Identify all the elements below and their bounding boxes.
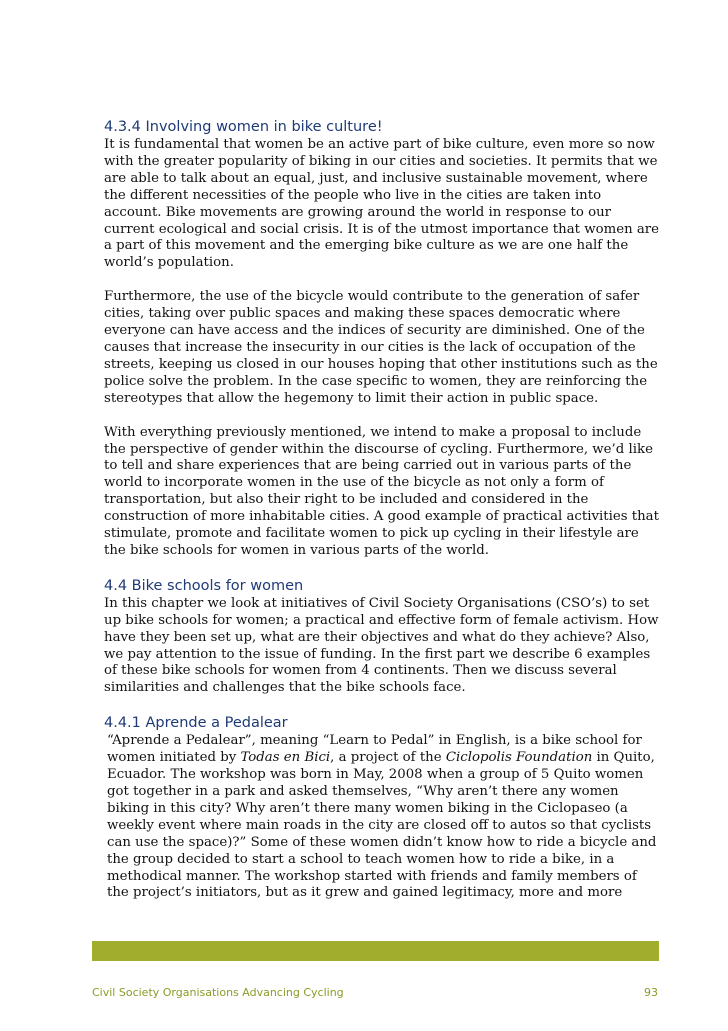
- paragraph: With everything previously mentioned, we intend to make a proposal to include the perspective of gender within the discourse of cycling. Furthermore, we’d like to tell and share experiences that are being carried out in various parts of the world to incorporate women in the use of the bicycle as not only a form of transportation, but also their right to be included and considered in the construction of more inhabitable cities. A good example of practical activities that stimulate, promote and facilitate women to pick up cycling in their lifestyle are the bike schools for women in various parts of the world.: [104, 424, 659, 558]
- emphasis-ciclopolis-foundation: Ciclopolis Foundation: [445, 750, 593, 766]
- text-run: in Quito, Ecuador. The workshop was born in May, 2008 when a group of 5 Quito women got together in a park and asked themselves, “Why aren’t there any women biking in this city? Why aren’t there many women biking in the Ciclopaseo (a weekly event where main roads in the city are closed off to autos so that cyclists can use the space)?” Some of these women didn’t know how to ride a bicycle and the group decided to start a school to teach women how to ride a bike, in a methodical manner. The workshop started with friends and family members of the project’s initiators, but as it grew and gained legitimacy, more and more: [107, 750, 657, 901]
- section-heading-4-4: 4.4 Bike schools for women: [104, 577, 304, 594]
- section-heading-4-4-1: 4.4.1 Aprende a Pedalear: [104, 715, 288, 732]
- footer-rule: [92, 941, 659, 961]
- footer-title: Civil Society Organisations Advancing Cycling: [92, 986, 344, 999]
- paragraph: In this chapter we look at initiatives of Civil Society Organisations (CSO’s) to set up bike schools for women; a practical and effective form of female activism. How have they been set up, what are their objectives and what do they achieve? Also, we pay attention to the issue of funding. In the first part we describe 6 examples of these bike schools for women from 4 continents. Then we discuss several similarities and challenges that the bike schools face.: [104, 595, 659, 696]
- emphasis-todas-en-bici: Todas en Bici: [240, 750, 331, 766]
- page-number: 93: [644, 986, 658, 999]
- paragraph: Furthermore, the use of the bicycle would contribute to the generation of safer cities, taking over public spaces and making these spaces democratic where everyone can have access and the indices of security are diminished. One of the causes that increase the insecurity in our cities is the lack of occupation of the streets, keeping us closed in our houses hoping that other institutions such as the police solve the problem. In the case specific to women, they are reinforcing the stereotypes that allow the hegemony to limit their action in public space.: [104, 289, 658, 406]
- text-run: , a project of the: [330, 750, 446, 766]
- document-body: [104, 118, 660, 919]
- paragraph: [104, 733, 660, 902]
- text-run: “Aprende a Pedalear”, meaning “Learn to Pedal” in English, is a bike school for women initiated by: [107, 733, 642, 766]
- section-heading-4-3-4: 4.3.4 Involving women in bike culture!: [104, 119, 383, 135]
- paragraph: It is fundamental that women be an active part of bike culture, even more so now with the greater popularity of biking in our cities and societies. It permits that we are able to talk about an equal, just, and inclusive sustainable movement, where the different necessities of the people who live in the cities are taken into account. Bike movements are growing around the world in response to our current ecological and social crisis. It is of the utmost importance that women are a part of this movement and the emerging bike culture as we are one half the world’s population.: [104, 137, 660, 271]
